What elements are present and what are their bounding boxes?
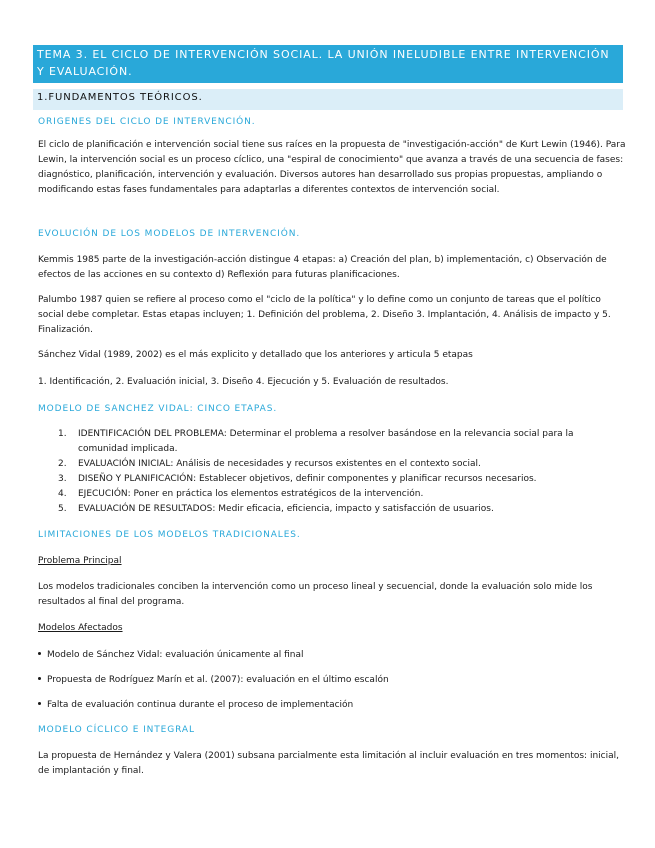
document-title: TEMA 3. EL CICLO DE INTERVENCIÓN SOCIAL. LA UNIÓN INELUDIBLE ENTRE INTERVENCIÓN Y EVALUACIÓN. xyxy=(33,45,623,83)
list-item: 1. IDENTIFICACIÓN DEL PROBLEMA: Determinar el problema a resolver basándose en la relevancia social para la comunidad implicada. xyxy=(58,429,574,454)
list-item: 2. EVALUACIÓN INICIAL: Análisis de necesidades y recursos existentes en el contexto social. xyxy=(58,459,481,469)
bullet-icon xyxy=(38,677,41,680)
bullet-icon xyxy=(38,652,41,655)
section-heading: 1.FUNDAMENTOS TEÓRICOS. xyxy=(33,89,623,110)
list-item: 5. EVALUACIÓN DE RESULTADOS: Medir eficacia, eficiencia, impacto y satisfacción de usuarios. xyxy=(58,504,494,514)
paragraph-problema: Los modelos tradicionales conciben la intervención como un proceso lineal y secuencial, donde la evaluación solo mide los resultados al final del programa. xyxy=(38,582,593,607)
list-item: Propuesta de Rodríguez Marín et al. (2007): evaluación en el último escalón xyxy=(38,673,389,688)
list-item: 3. DISEÑO Y PLANIFICACIÓN: Establecer objetivos, definir componentes y planificar recursos necesarios. xyxy=(58,474,537,484)
paragraph-sanchez: Sánchez Vidal (1989, 2002) es el más explicito y detallado que los anteriores y articula 5 etapas xyxy=(38,350,473,360)
list-item: Modelo de Sánchez Vidal: evaluación únicamente al final xyxy=(38,648,303,663)
subheading-problema: Problema Principal xyxy=(38,556,122,566)
paragraph-palumbo: Palumbo 1987 quien se refiere al proceso como el "ciclo de la política" y lo define como un conjunto de tareas que el político social debe completar. Estas etapas incluyen; 1. Definición del problema, 2. Diseño 3. Implantación, 4. Análisis de impacto y 5. Finalización. xyxy=(38,295,611,335)
steps-list xyxy=(58,427,618,517)
paragraph-etapas: 1. Identificación, 2. Evaluación inicial, 3. Diseño 4. Ejecución y 5. Evaluación de resultados. xyxy=(38,377,449,387)
subheading-modelos: Modelos Afectados xyxy=(38,623,123,633)
list-item: 4. EJECUCIÓN: Poner en práctica los elementos estratégicos de la intervención. xyxy=(58,489,424,499)
list-item: Falta de evaluación continua durante el proceso de implementación xyxy=(38,698,353,713)
heading-ciclico: MODELO CÍCLICO E INTEGRAL xyxy=(38,725,195,735)
heading-evolucion: EVOLUCIÓN DE LOS MODELOS DE INTERVENCIÓN. xyxy=(38,229,301,239)
bullet-icon xyxy=(38,702,41,705)
heading-origenes: ORIGENES DEL CICLO DE INTERVENCIÓN. xyxy=(38,117,256,127)
heading-modelo: MODELO DE SANCHEZ VIDAL: CINCO ETAPAS. xyxy=(38,404,278,414)
heading-limitaciones: LIMITACIONES DE LOS MODELOS TRADICIONALES. xyxy=(38,530,301,540)
paragraph-kemmis: Kemmis 1985 parte de la investigación-acción distingue 4 etapas: a) Creación del plan, b) implementación, c) Observación de efectos de las acciones en su contexto d) Reflexión para futuras planificaciones. xyxy=(38,255,607,280)
paragraph-ciclico: La propuesta de Hernández y Valera (2001) subsana parcialmente esta limitación al incluir evaluación en tres momentos: inicial, de implantación y final. xyxy=(38,751,619,776)
paragraph-origenes: El ciclo de planificación e intervención social tiene sus raíces en la propuesta de "investigación-acción" de Kurt Lewin (1946). Para Lewin, la intervención social es un proceso cíclico, una "espiral de conocimiento" que avanza a través de una secuencia de fases: diagnóstico, planificación, intervención y evaluación. Diversos autores han desarrollado sus propias propuestas, ampliando o modificando estas fases fundamentales para adaptarlas a diferentes contextos de intervención social. xyxy=(38,140,626,195)
